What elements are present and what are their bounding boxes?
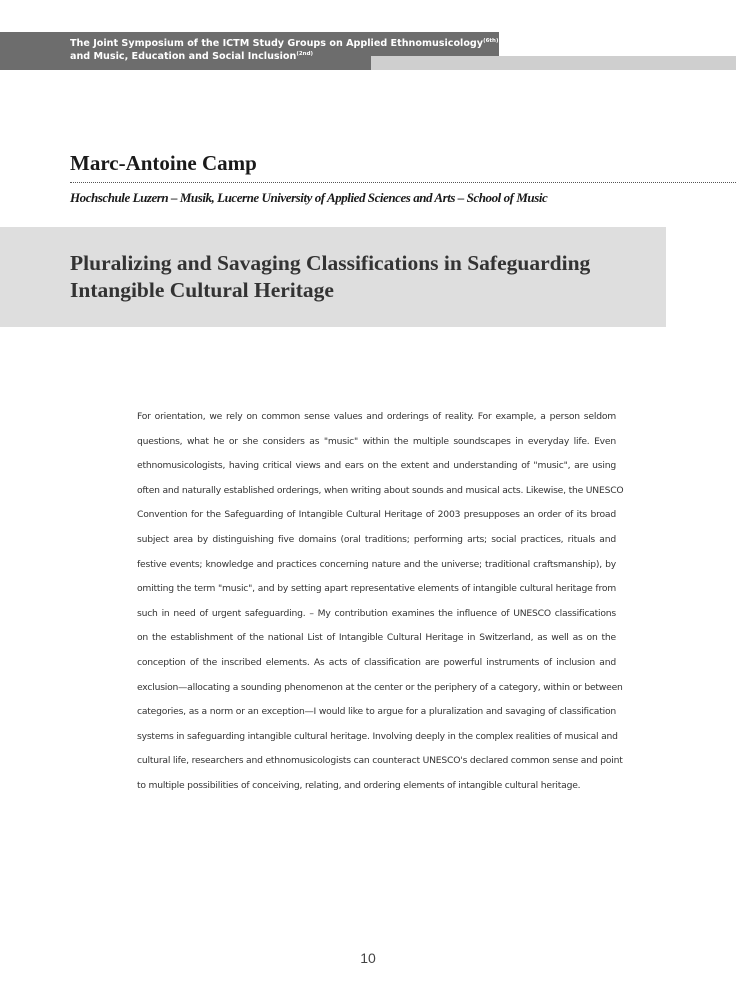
author-affiliation: Hochschule Luzern – Musik, Lucerne University of Applied Sciences and Arts – School of Music [70, 190, 548, 205]
abstract-line: ethnomusicologists, having critical views and ears on the extent and understanding of "music", are using [137, 460, 616, 472]
abstract-line: For orientation, we rely on common sense values and orderings of reality. For example, a person seldom [137, 411, 616, 422]
abstract-line: Convention for the Safeguarding of Intangible Cultural Heritage of 2003 presupposes an order of its broad [137, 509, 616, 521]
author-divider [70, 182, 736, 183]
author-name: Marc-Antoine Camp [70, 151, 257, 175]
abstract-line: conception of the inscribed elements. As acts of classification are powerful instruments of inclusion and [137, 656, 616, 668]
paper-title-line-1: Pluralizing and Savaging Classifications in Safeguarding [70, 251, 591, 275]
running-header-line-2: and Music, Education and Social Inclusion$^{(2nd)}$ [70, 51, 314, 62]
abstract-line: questions, what he or she considers as "music" within the multiple soundscapes in everyday life. Even [137, 435, 616, 447]
abstract-line: such in need of urgent safeguarding. – My contribution examines the influence of UNESCO classifications [137, 607, 616, 619]
abstract-line: exclusion—allocating a sounding phenomenon at the center or the periphery of a category, within or between [137, 681, 623, 693]
running-header-line-1: The Joint Symposium of the ICTM Study Groups on Applied Ethnomusicology$^{(6th)}$ [70, 38, 499, 49]
abstract-line: omitting the term "music", and by setting apart representative elements of intangible cultural heritage from [137, 583, 616, 595]
abstract-line: systems in safeguarding intangible cultural heritage. Involving deeply in the complex realities of musical and [137, 730, 618, 742]
abstract [137, 405, 624, 799]
paper-title [70, 250, 590, 304]
paper-title-line-2: Intangible Cultural Heritage [70, 278, 334, 302]
abstract-line: categories, as a norm or an exception—I would like to argue for a pluralization and savaging of classification [137, 706, 616, 718]
page-number: 10 [360, 950, 376, 966]
abstract-line: to multiple possibilities of conceiving, relating, and ordering elements of intangible cultural heritage. [137, 779, 581, 791]
abstract-line: cultural life, researchers and ethnomusicologists can counteract UNESCO's declared common sense and point [137, 755, 623, 767]
abstract-line: subject area by distinguishing five domains (oral traditions; performing arts; social practices, rituals and [137, 533, 616, 545]
abstract-line: often and naturally established orderings, when writing about sounds and musical acts. Likewise, the UNESCO [137, 484, 624, 496]
running-header [70, 37, 498, 63]
abstract-line: festive events; knowledge and practices concerning nature and the universe; traditional craftsmanship), by [137, 558, 616, 570]
abstract-line: on the establishment of the national List of Intangible Cultural Heritage in Switzerland, as well as on the [137, 632, 616, 644]
